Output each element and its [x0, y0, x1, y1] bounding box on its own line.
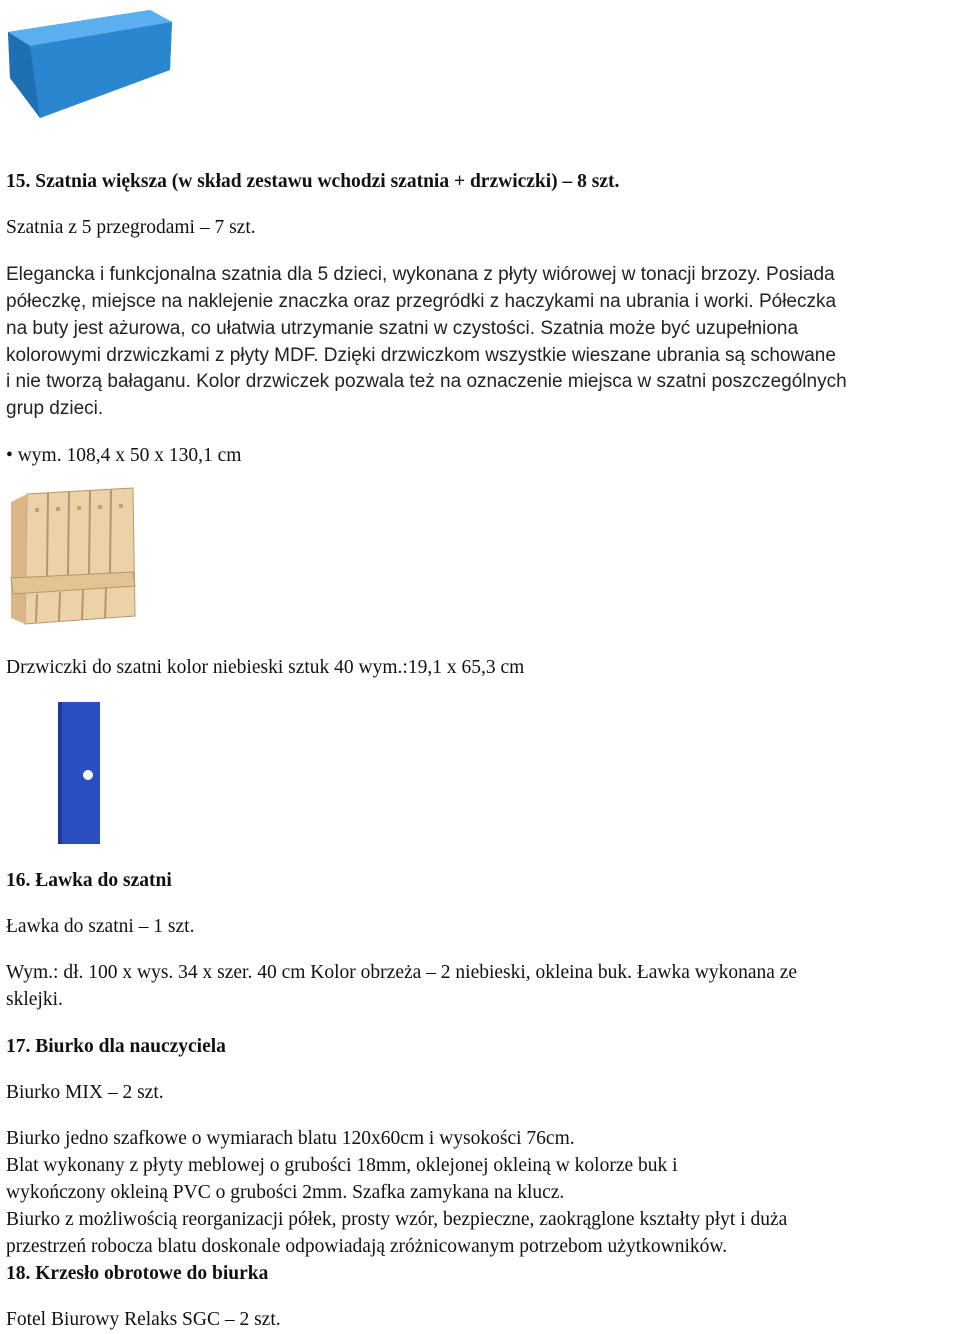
item17-desc-line: Blat wykonany z płyty meblowej o grubości 18mm, oklejonej okleiną w kolorze buk i [6, 1155, 678, 1176]
item16-desc-line: sklejki. [6, 989, 63, 1010]
item15-dimensions: • wym. 108,4 x 50 x 130,1 cm [6, 445, 242, 466]
item15-desc-line: i nie tworzą bałaganu. Kolor drzwiczek pozwala też na oznaczenie miejsca w szatni poszczególnych [6, 371, 847, 392]
item15-desc-line: Elegancka i funkcjonalna szatnia dla 5 dzieci, wykonana z płyty wiórowej w tonacji brzozy. Posiada [6, 264, 835, 285]
item15-desc-line: półeczkę, miejsce na naklejenie znaczka oraz przegródki z haczykami na ubrania i worki. Półeczka [6, 291, 837, 312]
item17-desc-line: wykończony okleiną PVC o grubości 2mm. Szafka zamykana na klucz. [6, 1182, 565, 1203]
item16-subtitle: Ławka do szatni – 1 szt. [6, 916, 195, 937]
item17-desc-line: Biurko jedno szafkowe o wymiarach blatu 120x60cm i wysokości 76cm. [6, 1128, 575, 1149]
blue-door-image [55, 700, 105, 848]
item18-subtitle: Fotel Biurowy Relaks SGC – 2 szt. [6, 1309, 281, 1330]
item17-heading: 17. Biurko dla nauczyciela [6, 1036, 226, 1057]
item15-desc-line: kolorowymi drzwiczkami z płyty MDF. Dzięki drzwiczkom wszystkie wieszane ubrania są schowane [6, 345, 836, 366]
item16-desc-line: Wym.: dł. 100 x wys. 34 x szer. 40 cm Kolor obrzeża – 2 niebieski, okleina buk. Ławka wykonana ze [6, 962, 798, 983]
item15-heading: 15. Szatnia większa (w skład zestawu wchodzi szatnia + drzwiczki) – 8 szt. [6, 171, 620, 192]
item15-desc-line: na buty jest ażurowa, co ułatwia utrzymanie szatni w czystości. Szatnia może być uzupełniona [6, 318, 799, 339]
item17-desc-line: przestrzeń robocza blatu doskonale odpowiadają zróżnicowanym potrzebom użytkowników. [6, 1236, 728, 1257]
doors-caption: Drzwiczki do szatni kolor niebieski sztuk 40 wym.:19,1 x 65,3 cm [6, 657, 525, 678]
item15-subtitle: Szatnia z 5 przegrodami – 7 szt. [6, 217, 256, 238]
blue-mat-image [0, 0, 180, 120]
item16-heading: 16. Ławka do szatni [6, 870, 172, 891]
item17-desc-line: Biurko z możliwością reorganizacji półek, prosty wzór, bezpieczne, zaokrąglone kształty płyt i duża [6, 1209, 788, 1230]
wardrobe-image [5, 486, 140, 634]
item15-desc-line: grup dzieci. [6, 398, 104, 419]
item17-subtitle: Biurko MIX – 2 szt. [6, 1082, 164, 1103]
item18-heading: 18. Krzesło obrotowe do biurka [6, 1263, 269, 1284]
